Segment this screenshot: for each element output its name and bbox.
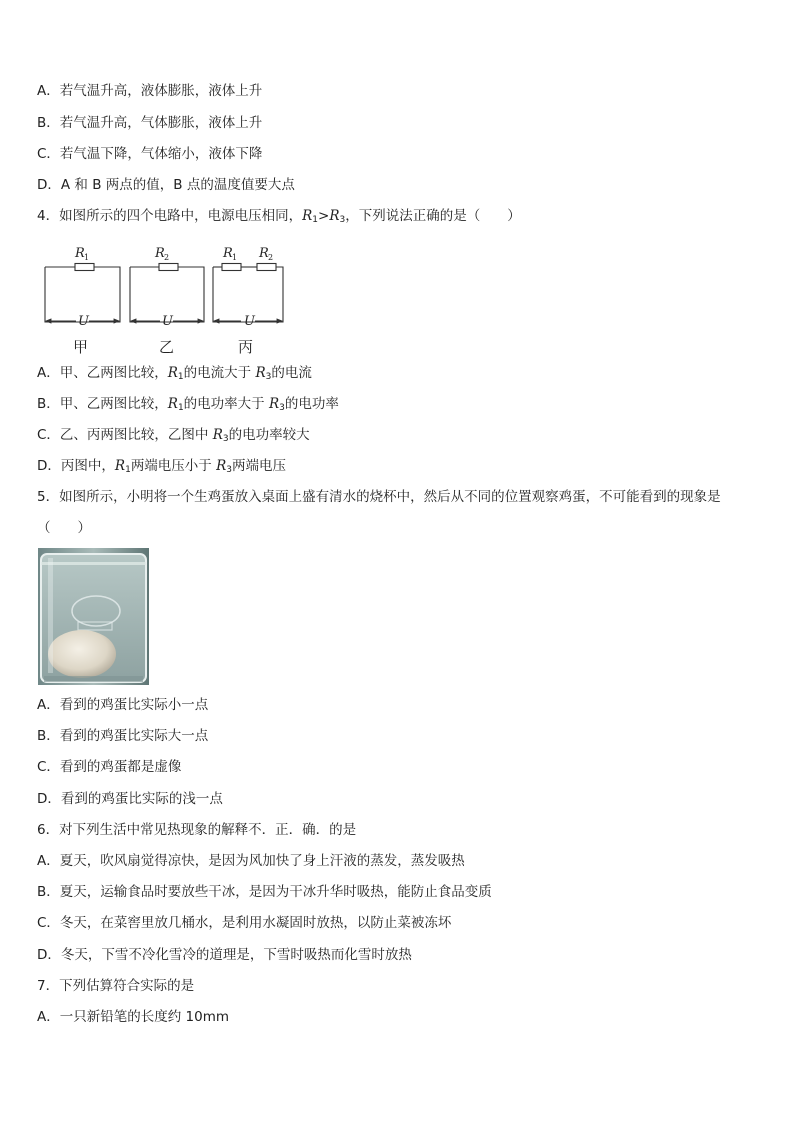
q4-stem-r2-sub: 3 (339, 215, 346, 225)
label-r2-yi-sub: 2 (164, 253, 170, 262)
resistor-r1-bing (222, 264, 241, 271)
q4-a-sub2: 3 (265, 372, 272, 382)
q4-b-r2: R (268, 396, 280, 412)
q4-d-sub: 1 (125, 465, 131, 475)
q5-option-c: C．看到的鸡蛋都是虚像 (37, 759, 182, 775)
q7-option-a: A．一只新铅笔的长度约 10mm (37, 1009, 230, 1025)
q3-option-a: A．若气温升高，液体膨胀，液体上升 (37, 83, 263, 99)
q4-stem-r1-sub: 1 (312, 215, 318, 225)
q4-c-pre: C．乙、丙两图比较，乙图中 (37, 427, 213, 443)
q4-b-r: R (167, 396, 178, 412)
label-r1-jia: R (75, 246, 85, 261)
q4-stem-r2: R (329, 208, 340, 224)
q4-d-sub2: 3 (226, 465, 233, 475)
label-r1-bing: R (223, 246, 233, 261)
q5-option-d: D．看到的鸡蛋比实际的浅一点 (37, 791, 223, 807)
label-r1-bing-sub: 1 (232, 253, 238, 262)
q4-stem-text: 4．如图所示的四个电路中，电源电压相同， (37, 208, 303, 224)
q5-option-a: A．看到的鸡蛋比实际小一点 (37, 697, 209, 713)
label-r2-bing-sub: 2 (268, 253, 274, 262)
q6-stem: 6．对下列生活中常见热现象的解释不．正．确．的是 (37, 822, 357, 838)
q4-a-pre: A．甲、乙两图比较， (37, 365, 168, 381)
resistor-r2-yi (159, 264, 178, 271)
q4-c-sub: 3 (222, 434, 229, 444)
q4-b-sub: 1 (177, 403, 184, 413)
q4-b-sub2: 3 (279, 403, 285, 413)
q5-option-b: B．看到的鸡蛋比实际大一点 (37, 728, 209, 744)
q4-b-pre: B．甲、乙两图比较， (37, 396, 168, 412)
egg-in-beaker-photo (38, 548, 149, 685)
label-r1-jia-sub: 1 (84, 253, 90, 262)
q4-a-sub: 1 (177, 372, 184, 382)
q6-option-b: B．夏天，运输食品时要放些干冰，是因为干冰升华时吸热，能防止食品变质 (37, 884, 492, 900)
q4-b-mid: 的电功率大于 (183, 396, 269, 412)
q3-option-c: C．若气温下降，气体缩小，液体下降 (37, 146, 263, 162)
q6-option-a: A．夏天，吹风扇觉得凉快，是因为风加快了身上汗液的蒸发，蒸发吸热 (37, 853, 465, 869)
q4-d-r: R (114, 458, 126, 474)
q4-a-r: R (167, 365, 178, 381)
resistor-r1-jia (75, 264, 94, 271)
caption-jia: 甲 (73, 338, 89, 356)
q4-option-d (37, 457, 286, 479)
q4-d-mid: 两端电压小于 (130, 458, 217, 474)
resistor-r2-bing (257, 264, 276, 271)
q4-circuit-figure (38, 238, 288, 356)
caption-bing: 丙 (238, 338, 254, 356)
label-u-yi: U (162, 314, 173, 329)
q4-c-mid: 的电功率较大 (228, 427, 310, 443)
q4-a-r2: R (255, 365, 266, 381)
q6-option-d: D．冬天，下雪不冷化雪冷的道理是，下雪时吸热而化雪时放热 (37, 947, 412, 963)
q4-stem-r1: R (302, 208, 313, 224)
label-r2-bing: R (259, 246, 269, 261)
q4-a-post: 的电流 (271, 365, 312, 381)
caption-yi: 乙 (159, 338, 175, 356)
label-r2-yi: R (155, 246, 165, 261)
q3-option-b: B．若气温升高，气体膨胀，液体上升 (37, 115, 263, 131)
q5-stem: 5．如图所示，小明将一个生鸡蛋放入桌面上盛有清水的烧杯中，然后从不同的位置观察鸡蛋，不可能看到的现象是 (37, 489, 721, 505)
q4-b-post: 的电功率 (284, 396, 339, 412)
q4-option-a (37, 364, 312, 386)
q4-option-b (37, 395, 339, 417)
q4-stem-post: ，下列说法正确的是（ ） (345, 208, 521, 224)
q4-d-pre: D．丙图中， (37, 458, 115, 474)
q6-option-c: C．冬天，在菜窖里放几桶水，是利用水凝固时放热，以防止菜被冻坏 (37, 915, 452, 931)
q7-stem: 7．下列估算符合实际的是 (37, 978, 195, 994)
label-u-jia: U (78, 314, 89, 329)
q4-d-r2: R (216, 458, 227, 474)
q4-stem-gt: > (318, 208, 330, 224)
q5-stem-blank: （ ） (37, 520, 91, 536)
q4-option-c (37, 426, 310, 448)
q4-d-post: 两端电压 (232, 458, 287, 474)
q3-option-d: D．A 和 B 两点的值，B 点的温度值要大点 (37, 177, 295, 193)
q4-a-mid: 的电流大于 (183, 365, 256, 381)
q4-stem (37, 207, 521, 229)
q4-c-r: R (212, 427, 223, 443)
label-u-bing: U (244, 314, 255, 329)
